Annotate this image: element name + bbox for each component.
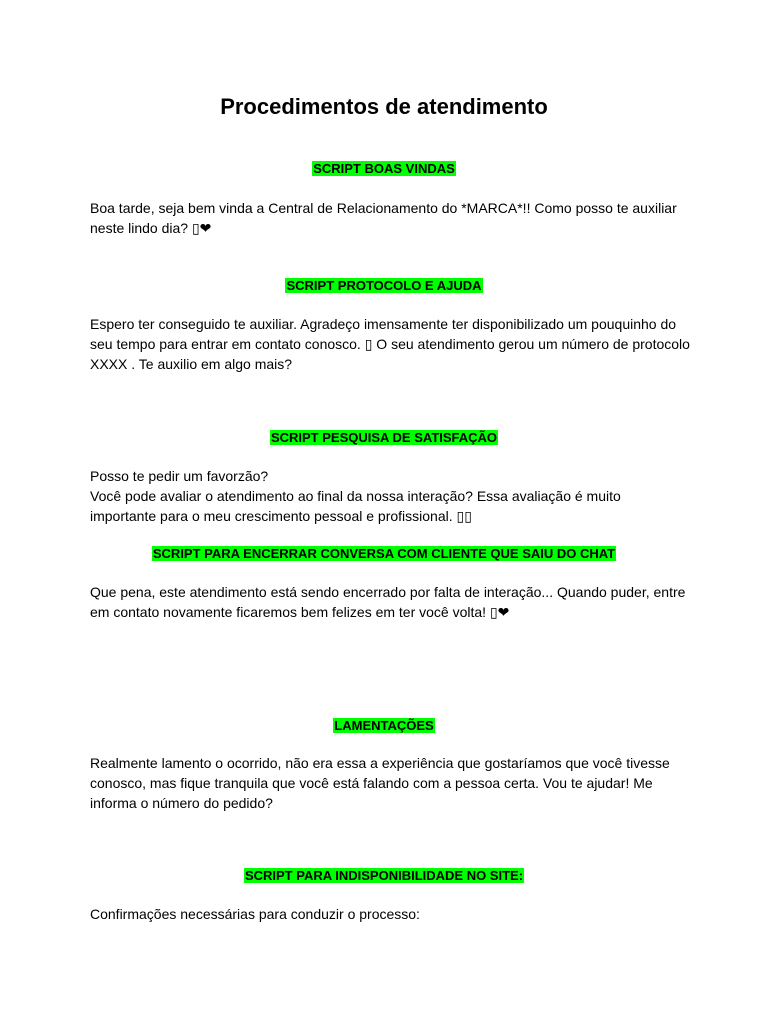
section-heading-boas-vindas	[0, 160, 768, 177]
section-body-pesquisa	[90, 466, 690, 526]
section-heading-label: SCRIPT PESQUISA DE SATISFAÇÃO	[270, 430, 498, 445]
paragraph: Espero ter conseguido te auxiliar. Agradeço imensamente ter disponibilizado um pouquinho do seu tempo para entrar em contato conosco. ▯ O seu atendimento gerou um número de protocolo XXXX . Te auxilio em algo mais?	[90, 316, 690, 372]
section-body-lamentacoes	[90, 753, 690, 813]
section-heading-label: SCRIPT PROTOCOLO E AJUDA	[286, 278, 482, 293]
section-heading-lamentacoes	[0, 717, 768, 734]
section-body-indisponibilidade	[90, 904, 690, 924]
section-heading-protocolo	[0, 277, 768, 294]
section-heading-label: SCRIPT PARA ENCERRAR CONVERSA COM CLIENTE QUE SAIU DO CHAT	[152, 546, 616, 561]
paragraph: Confirmações necessárias para conduzir o processo:	[90, 906, 420, 922]
page-title: Procedimentos de atendimento	[220, 94, 548, 119]
section-body-protocolo	[90, 314, 690, 374]
section-heading-pesquisa	[0, 429, 768, 446]
section-body-boas-vindas	[90, 198, 690, 238]
paragraph: Boa tarde, seja bem vinda a Central de Relacionamento do *MARCA*!! Como posso te auxiliar neste lindo dia? ▯❤	[90, 200, 677, 236]
paragraph: Posso te pedir um favorzão?	[90, 468, 269, 484]
section-body-encerrar	[90, 582, 690, 622]
section-heading-label: LAMENTAÇÕES	[334, 718, 434, 733]
section-heading-indisponibilidade	[0, 867, 768, 884]
paragraph: Realmente lamento o ocorrido, não era essa a experiência que gostaríamos que você tivesse conosco, mas fique tranquila que você está falando com a pessoa certa. Vou te ajudar! Me informa o número do pedido?	[90, 755, 670, 811]
section-heading-label: SCRIPT BOAS VINDAS	[313, 161, 455, 176]
section-heading-label: SCRIPT PARA INDISPONIBILIDADE NO SITE:	[244, 868, 524, 883]
paragraph: Que pena, este atendimento está sendo encerrado por falta de interação... Quando puder, entre em contato novamente ficaremos bem felizes em ter você volta! ▯❤	[90, 584, 686, 620]
paragraph: Você pode avaliar o atendimento ao final da nossa interação? Essa avaliação é muito importante para o meu crescimento pessoal e profissional. ▯▯	[90, 488, 621, 524]
section-heading-encerrar	[0, 545, 768, 562]
